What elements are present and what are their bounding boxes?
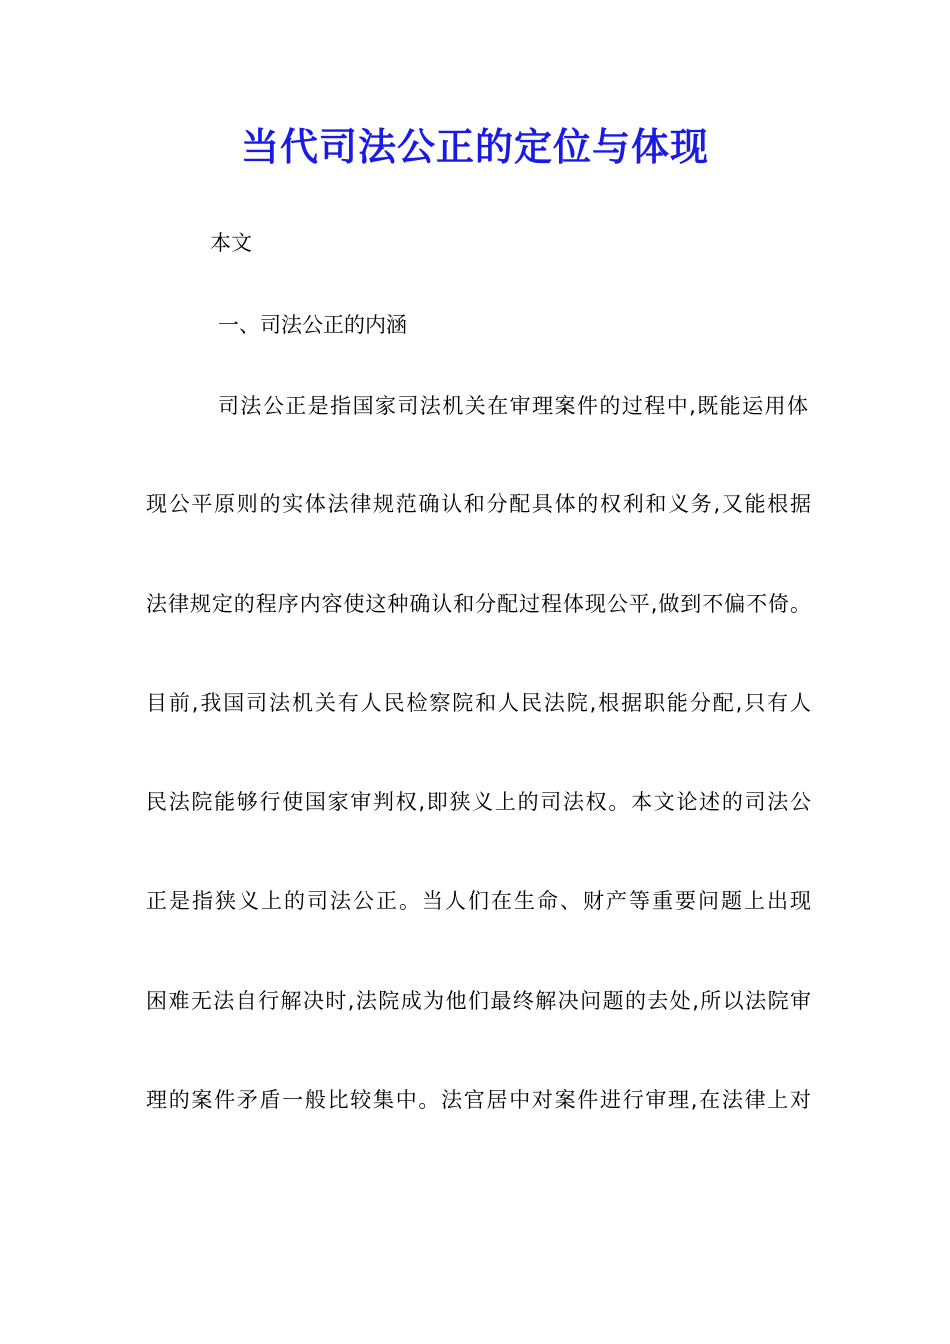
paragraph-line: 正是指狭义上的司法公正。当人们在生命、财产等重要问题上出现	[146, 889, 811, 913]
paragraph-line: 困难无法自行解决时,法院成为他们最终解决问题的去处,所以法院审	[146, 989, 811, 1013]
paragraph-line: 现公平原则的实体法律规范确认和分配具体的权利和义务,又能根据	[146, 492, 811, 516]
paragraph-line: 理的案件矛盾一般比较集中。法官居中对案件进行审理,在法律上对	[146, 1088, 811, 1112]
paragraph-line: 法律规定的程序内容使这种确认和分配过程体现公平,做到不偏不倚。	[146, 592, 811, 616]
paragraph-line: 民法院能够行使国家审判权,即狭义上的司法权。本文论述的司法公	[146, 790, 811, 814]
document-title: 当代司法公正的定位与体现	[240, 124, 709, 169]
section-heading: 一、司法公正的内涵	[218, 313, 407, 337]
paragraph-line: 司法公正是指国家司法机关在审理案件的过程中,既能运用体	[218, 394, 808, 418]
author-line: 本文	[210, 231, 252, 255]
paragraph-line: 目前,我国司法机关有人民检察院和人民法院,根据职能分配,只有人	[146, 691, 811, 715]
